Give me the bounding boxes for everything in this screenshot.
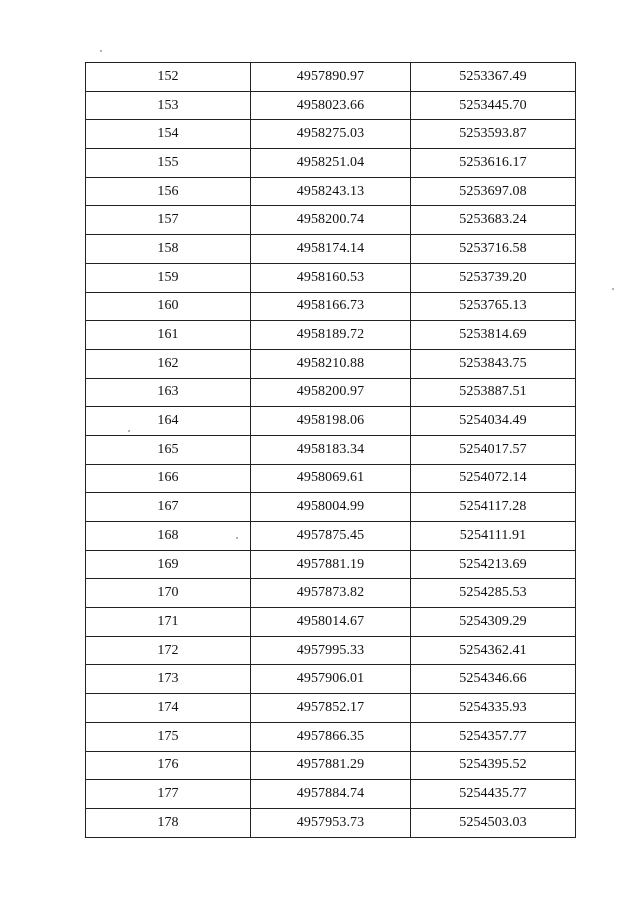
table-row xyxy=(86,722,576,751)
point-number-cell: 168 xyxy=(86,522,251,551)
point-number-cell: 159 xyxy=(86,263,251,292)
y-coordinate-cell: 5253887.51 xyxy=(411,378,576,407)
point-number-cell: 157 xyxy=(86,206,251,235)
table-row xyxy=(86,235,576,264)
x-coordinate-cell: 4958014.67 xyxy=(251,608,411,637)
point-number-cell: 175 xyxy=(86,722,251,751)
table-row xyxy=(86,63,576,92)
x-coordinate-cell: 4957875.45 xyxy=(251,522,411,551)
point-number-cell: 176 xyxy=(86,751,251,780)
point-number-cell: 174 xyxy=(86,694,251,723)
table-row xyxy=(86,321,576,350)
x-coordinate-cell: 4957906.01 xyxy=(251,665,411,694)
table-row xyxy=(86,378,576,407)
point-number-cell: 164 xyxy=(86,407,251,436)
table-row xyxy=(86,120,576,149)
x-coordinate-cell: 4958251.04 xyxy=(251,149,411,178)
coordinate-table-body xyxy=(86,63,576,838)
table-row xyxy=(86,550,576,579)
y-coordinate-cell: 5253367.49 xyxy=(411,63,576,92)
scan-speck xyxy=(612,288,614,290)
point-number-cell: 156 xyxy=(86,177,251,206)
point-number-cell: 161 xyxy=(86,321,251,350)
y-coordinate-cell: 5254357.77 xyxy=(411,722,576,751)
y-coordinate-cell: 5254034.49 xyxy=(411,407,576,436)
table-row xyxy=(86,579,576,608)
point-number-cell: 153 xyxy=(86,91,251,120)
point-number-cell: 172 xyxy=(86,636,251,665)
point-number-cell: 160 xyxy=(86,292,251,321)
x-coordinate-cell: 4958198.06 xyxy=(251,407,411,436)
x-coordinate-cell: 4958160.53 xyxy=(251,263,411,292)
scan-speck xyxy=(236,537,238,539)
y-coordinate-cell: 5254346.66 xyxy=(411,665,576,694)
x-coordinate-cell: 4958200.97 xyxy=(251,378,411,407)
y-coordinate-cell: 5253739.20 xyxy=(411,263,576,292)
point-number-cell: 171 xyxy=(86,608,251,637)
y-coordinate-cell: 5253765.13 xyxy=(411,292,576,321)
y-coordinate-cell: 5253683.24 xyxy=(411,206,576,235)
point-number-cell: 163 xyxy=(86,378,251,407)
y-coordinate-cell: 5253716.58 xyxy=(411,235,576,264)
scan-speck xyxy=(128,430,130,432)
table-row xyxy=(86,636,576,665)
table-row xyxy=(86,493,576,522)
x-coordinate-cell: 4958183.34 xyxy=(251,435,411,464)
x-coordinate-cell: 4958210.88 xyxy=(251,349,411,378)
table-row xyxy=(86,349,576,378)
y-coordinate-cell: 5253697.08 xyxy=(411,177,576,206)
point-number-cell: 169 xyxy=(86,550,251,579)
scan-speck xyxy=(100,50,102,52)
table-row xyxy=(86,522,576,551)
table-row xyxy=(86,206,576,235)
x-coordinate-cell: 4957852.17 xyxy=(251,694,411,723)
y-coordinate-cell: 5254335.93 xyxy=(411,694,576,723)
point-number-cell: 155 xyxy=(86,149,251,178)
x-coordinate-cell: 4958004.99 xyxy=(251,493,411,522)
x-coordinate-cell: 4958069.61 xyxy=(251,464,411,493)
y-coordinate-cell: 5253616.17 xyxy=(411,149,576,178)
table-row xyxy=(86,694,576,723)
point-number-cell: 158 xyxy=(86,235,251,264)
x-coordinate-cell: 4958200.74 xyxy=(251,206,411,235)
y-coordinate-cell: 5253445.70 xyxy=(411,91,576,120)
table-row xyxy=(86,780,576,809)
x-coordinate-cell: 4957995.33 xyxy=(251,636,411,665)
x-coordinate-cell: 4957866.35 xyxy=(251,722,411,751)
x-coordinate-cell: 4957873.82 xyxy=(251,579,411,608)
y-coordinate-cell: 5254285.53 xyxy=(411,579,576,608)
table-row xyxy=(86,292,576,321)
y-coordinate-cell: 5253843.75 xyxy=(411,349,576,378)
x-coordinate-cell: 4958166.73 xyxy=(251,292,411,321)
table-row xyxy=(86,435,576,464)
point-number-cell: 167 xyxy=(86,493,251,522)
y-coordinate-cell: 5254362.41 xyxy=(411,636,576,665)
x-coordinate-cell: 4958275.03 xyxy=(251,120,411,149)
table-row xyxy=(86,407,576,436)
y-coordinate-cell: 5254072.14 xyxy=(411,464,576,493)
y-coordinate-cell: 5254435.77 xyxy=(411,780,576,809)
x-coordinate-cell: 4957953.73 xyxy=(251,808,411,837)
y-coordinate-cell: 5253814.69 xyxy=(411,321,576,350)
table-row xyxy=(86,665,576,694)
point-number-cell: 152 xyxy=(86,63,251,92)
point-number-cell: 166 xyxy=(86,464,251,493)
x-coordinate-cell: 4958189.72 xyxy=(251,321,411,350)
point-number-cell: 170 xyxy=(86,579,251,608)
point-number-cell: 173 xyxy=(86,665,251,694)
table-row xyxy=(86,464,576,493)
point-number-cell: 154 xyxy=(86,120,251,149)
x-coordinate-cell: 4957881.19 xyxy=(251,550,411,579)
y-coordinate-cell: 5254213.69 xyxy=(411,550,576,579)
x-coordinate-cell: 4958023.66 xyxy=(251,91,411,120)
table-row xyxy=(86,263,576,292)
x-coordinate-cell: 4957890.97 xyxy=(251,63,411,92)
y-coordinate-cell: 5254503.03 xyxy=(411,808,576,837)
point-number-cell: 178 xyxy=(86,808,251,837)
table-row xyxy=(86,149,576,178)
point-number-cell: 165 xyxy=(86,435,251,464)
table-row xyxy=(86,177,576,206)
y-coordinate-cell: 5254309.29 xyxy=(411,608,576,637)
point-number-cell: 162 xyxy=(86,349,251,378)
point-number-cell: 177 xyxy=(86,780,251,809)
y-coordinate-cell: 5253593.87 xyxy=(411,120,576,149)
table-row xyxy=(86,808,576,837)
y-coordinate-cell: 5254117.28 xyxy=(411,493,576,522)
y-coordinate-cell: 5254111.91 xyxy=(411,522,576,551)
table-row xyxy=(86,91,576,120)
x-coordinate-cell: 4957884.74 xyxy=(251,780,411,809)
table-row xyxy=(86,751,576,780)
coordinate-table xyxy=(85,62,576,838)
x-coordinate-cell: 4957881.29 xyxy=(251,751,411,780)
x-coordinate-cell: 4958243.13 xyxy=(251,177,411,206)
x-coordinate-cell: 4958174.14 xyxy=(251,235,411,264)
y-coordinate-cell: 5254395.52 xyxy=(411,751,576,780)
y-coordinate-cell: 5254017.57 xyxy=(411,435,576,464)
table-row xyxy=(86,608,576,637)
